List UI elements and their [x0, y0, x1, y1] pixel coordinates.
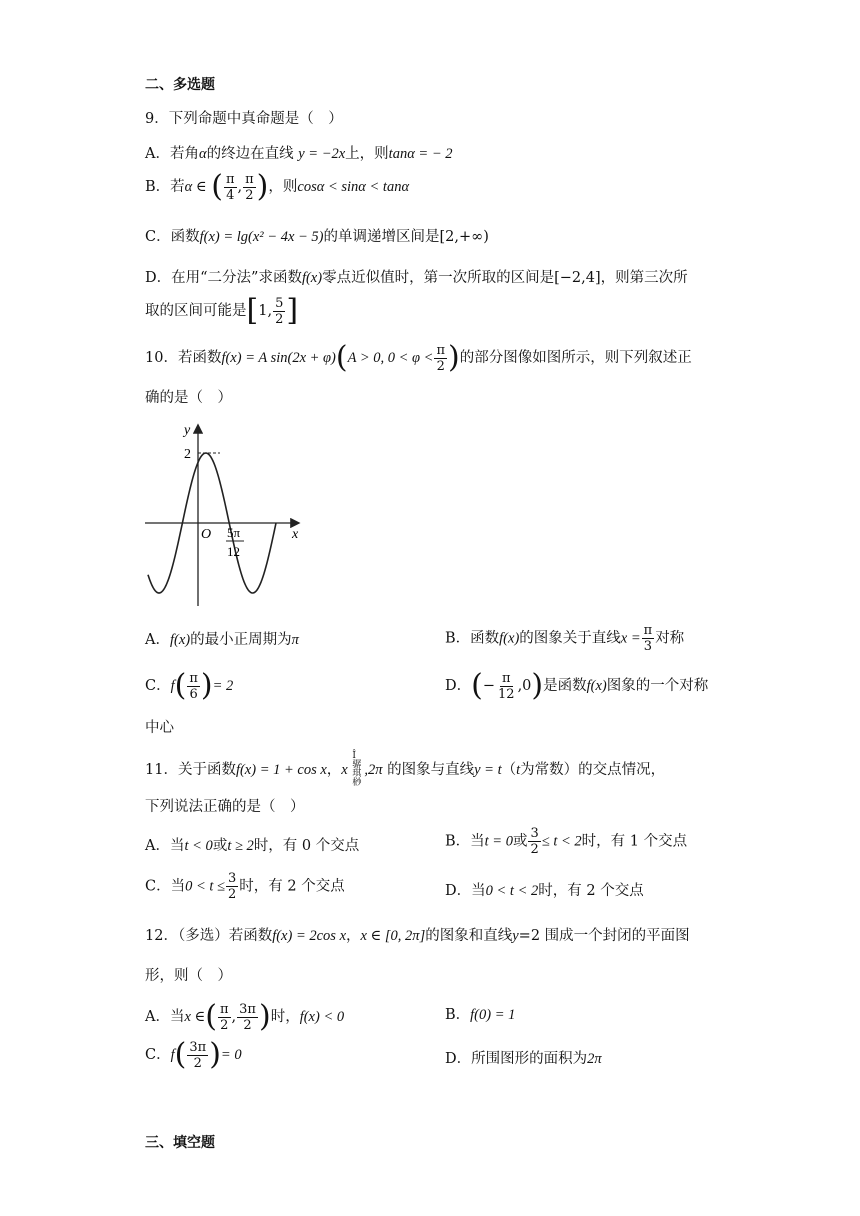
q9-a-tan: tanα = − 2 — [388, 146, 453, 162]
q9-b-frac2: $\frac{\pi}{2}$ — [245, 171, 254, 203]
q12-a-paren-close: ) — [258, 999, 271, 1034]
q11-b-cond1: t = 0 — [484, 833, 513, 850]
q10-a-pi: π — [291, 632, 299, 648]
q9-d-frac: $\frac{5}{2}$ — [275, 295, 284, 327]
q12-a-mid: 时， — [270, 1009, 300, 1025]
q11-d-cond: 0 < t < 2 — [485, 883, 539, 899]
q9-option-a[interactable] — [145, 142, 453, 163]
q11-d-text: D．当 — [445, 883, 486, 899]
q10-b-mid: 的图象关于直线 — [519, 630, 621, 647]
q9-option-b[interactable]: B．若α ∈ ( $\frac{\pi}{4}$ , $\frac{\pi}{2}$ )，则cosα < sinα < tanα — [145, 169, 410, 204]
q11-stem-c: （ — [501, 762, 517, 778]
q11-option-a[interactable] — [145, 834, 359, 855]
q9-option-d-line2[interactable] — [145, 293, 299, 328]
q10-option-d-line2: 中心 — [145, 720, 174, 736]
q11-option-b[interactable] — [445, 827, 687, 856]
q12-stem-func: f(x) = 2cos x — [272, 928, 346, 944]
q9-d-bracket-close: ] — [286, 293, 299, 328]
q12-option-d[interactable] — [445, 1047, 602, 1068]
q9-b-frac1: $\frac{\pi}{4}$ — [225, 171, 235, 203]
q12-stem-comma: ， — [346, 928, 361, 944]
q10-b-prefix: B．函数 — [445, 630, 500, 647]
q11-stem-b: 的图象与直线 — [387, 762, 475, 778]
q9-a-mid: 的终边在直线 — [206, 146, 294, 162]
q9-c-func: f(x) = lg(x² − 4x − 5) — [199, 229, 324, 245]
y-axis-label: y — [184, 423, 191, 438]
q11-garbled-glyphs: Î 骣琪 桫 — [352, 751, 362, 788]
q9-b-mid: ，则 — [268, 179, 298, 195]
q9-b-paren-close: ) — [256, 169, 269, 204]
q9-d-line2-text: 取的区间可能是 — [145, 303, 247, 319]
q9-a-eq: y = −2x — [298, 146, 346, 162]
q11-stem-line1 — [145, 752, 665, 788]
q12-b-text: B． — [445, 1007, 471, 1023]
q10-stem-b: 的部分图像如图所示，则下列叙述正 — [459, 350, 692, 366]
q11-stem-a: 11．关于函数 — [145, 762, 236, 778]
q12-a-res: f(x) < 0 — [299, 1009, 345, 1025]
q10-stem-line1 — [145, 340, 692, 375]
q12-stem-line2: 形，则（ ） — [145, 968, 232, 984]
q9-b-alpha-in: α ∈ — [184, 179, 207, 195]
q9-a-mid2: 上，则 — [345, 146, 389, 162]
q12-a-frac2: $\frac{3\pi}{2}$ — [239, 1001, 256, 1033]
tick-numerator: 5π — [227, 525, 241, 540]
q12-a-x: x ∈ — [184, 1009, 206, 1025]
q9-option-c[interactable] — [145, 225, 489, 246]
q11-c-res: 时，有 2 个交点 — [239, 878, 345, 895]
q9-d-text1: D．在用“二分法”求函数 — [145, 270, 302, 286]
q11-c-cond: 0 < t ≤ — [185, 878, 226, 895]
q11-stem-d: 为常数）的交点情况， — [520, 762, 666, 778]
q9-d-fx: f(x) — [301, 270, 323, 286]
q9-d-text2: 零点近似值时，第一次所取的区间是 — [322, 270, 555, 286]
q12-d-res: 2π — [587, 1051, 602, 1067]
x-axis-label: x — [292, 527, 299, 542]
section-heading-fill-blank: 三、填空题 — [145, 1135, 215, 1151]
q12-c-paren-close: ) — [209, 1037, 221, 1072]
q12-c-eq: = 0 — [220, 1047, 242, 1063]
q11-stem-x: x — [341, 762, 348, 778]
q9-c-prefix: C．函数 — [145, 229, 200, 245]
q10-d-minus: − — [482, 678, 496, 694]
q11-stem-func: f(x) = 1 + cos x — [235, 762, 327, 778]
q10-c-paren-open: ( — [174, 668, 187, 703]
q10-paren-open: ( — [335, 340, 348, 375]
q12-stem-dom: x ∈ [0, 2π] — [360, 928, 426, 944]
q12-stem-y: y — [512, 928, 519, 944]
q10-stem-a: 10．若函数 — [145, 350, 222, 366]
q10-c-prefix: C． — [145, 678, 171, 694]
q10-d-prefix: D． — [445, 678, 472, 694]
q10-c-f: f — [170, 678, 175, 694]
q10-stem-frac: $\frac{\pi}{2}$ — [436, 342, 446, 374]
q12-c-frac: $\frac{3\pi}{2}$ — [189, 1039, 207, 1071]
q10-d-zero: ,0 — [517, 678, 532, 694]
q12-stem-c: =2 围成一个封闭的平面图 — [518, 928, 690, 944]
q11-a-or: 或 — [212, 838, 228, 854]
q10-d-suffix: 图象的一个对称 — [606, 678, 709, 694]
section-heading-multi-choice: 二、多选题 — [145, 77, 215, 93]
q12-stem-a: 12．（多选）若函数 — [145, 928, 273, 944]
q12-c-text: C． — [145, 1047, 171, 1063]
q12-option-b[interactable] — [445, 1003, 515, 1024]
q9-stem: 9．下列命题中真命题是（ ） — [145, 111, 343, 127]
q10-option-a[interactable] — [145, 628, 299, 649]
q10-d-mid: 是函数 — [543, 678, 587, 694]
q10-option-b[interactable] — [445, 624, 684, 653]
q10-stem-cond: A > 0, 0 < φ < — [347, 350, 434, 366]
q10-b-suffix: 对称 — [655, 630, 685, 647]
q10-a-text: 的最小正周期为 — [190, 632, 292, 648]
q11-a-cond2: t ≥ 2 — [227, 838, 254, 854]
q10-c-paren-close: ) — [200, 668, 213, 703]
q11-b-res: 时，有 1 个交点 — [581, 833, 688, 850]
q12-a-paren-open: ( — [205, 999, 217, 1034]
q10-graph — [140, 418, 310, 610]
q10-b-fx: f(x) — [499, 630, 520, 647]
q11-stem-yt: y = t — [474, 762, 502, 778]
q9-d-text3: ，则第三次所 — [600, 270, 688, 286]
q11-c-frac: $\frac{3}{2}$ — [228, 871, 237, 902]
q10-d-paren-close: ) — [531, 668, 544, 703]
q10-d-frac: $\frac{\pi}{12}$ — [498, 670, 515, 702]
q9-d-bracket-open: [ — [246, 293, 259, 328]
q11-d-res: 时，有 2 个交点 — [538, 883, 644, 899]
max-value-label: 2 — [184, 447, 191, 462]
q10-c-eq: = 2 — [212, 678, 234, 694]
q11-stem-line2: 下列说法正确的是（ ） — [145, 799, 305, 815]
q9-b-ineq: cosα < sinα < tanα — [297, 179, 410, 195]
q12-stem-b: 的图象和直线 — [425, 928, 513, 944]
q10-option-c[interactable] — [145, 668, 234, 703]
q9-d-interval: [−2,4] — [554, 270, 601, 286]
q11-b-frac: $\frac{3}{2}$ — [530, 826, 539, 857]
tick-denominator: 12 — [227, 544, 240, 559]
q9-a-prefix: A．若角 — [145, 146, 199, 162]
q11-option-c[interactable] — [145, 872, 345, 901]
q12-a-frac1: $\frac{\pi}{2}$ — [220, 1001, 229, 1033]
q10-c-frac: $\frac{\pi}{6}$ — [189, 670, 198, 702]
q10-b-frac: $\frac{\pi}{3}$ — [643, 623, 653, 654]
q12-d-text: D．所围图形的面积为 — [445, 1051, 588, 1067]
q9-c-mid: 的单调递增区间是 — [323, 229, 440, 245]
q10-option-d[interactable] — [445, 668, 709, 703]
origin-label: O — [201, 527, 212, 542]
q12-stem-line1 — [145, 924, 690, 945]
q10-b-x: x = — [620, 630, 641, 647]
q9-option-d-line1[interactable] — [145, 266, 688, 287]
q10-d-fx: f(x) — [586, 678, 607, 694]
q11-stem-range: ,2π — [364, 762, 383, 778]
q9-a-alpha: α — [198, 146, 207, 162]
q10-d-paren-open: ( — [471, 668, 483, 703]
q12-b-res: f(0) = 1 — [470, 1007, 516, 1023]
q11-stem-comma: ， — [326, 762, 342, 778]
q9-c-interval: [2,+∞) — [439, 229, 489, 245]
q12-a-text: A．当 — [145, 1009, 185, 1025]
q9-b-prefix: B．若 — [145, 179, 185, 195]
q11-stem-t: t — [516, 762, 521, 778]
q9-b-paren-open: ( — [211, 169, 223, 204]
q10-stem-func: f(x) = A sin(2x + φ) — [221, 350, 336, 366]
q9-d-one: 1, — [258, 303, 273, 319]
q11-a-text: A．当 — [145, 838, 185, 854]
q11-b-text: B．当 — [445, 833, 485, 850]
q11-option-d[interactable] — [445, 879, 644, 900]
q11-b-cond2: ≤ t < 2 — [541, 833, 582, 850]
q12-c-paren-open: ( — [174, 1037, 187, 1072]
q10-a-fx: f(x) — [169, 632, 191, 648]
q12-option-c[interactable] — [145, 1037, 242, 1072]
q11-c-text: C．当 — [145, 878, 186, 895]
q10-a-prefix: A． — [145, 632, 170, 648]
q12-option-a[interactable]: A．当x ∈( $\frac{\pi}{2}$ , $\frac{3\pi}{2}$ )时，f(x) < 0 — [145, 999, 345, 1034]
q12-c-f: f — [170, 1047, 175, 1063]
q11-a-res: 时，有 0 个交点 — [253, 838, 360, 854]
q11-b-or: 或 — [512, 833, 528, 850]
q10-stem-line2: 确的是（ ） — [145, 390, 232, 406]
q10-paren-close: ) — [448, 340, 460, 375]
q11-a-cond1: t < 0 — [184, 838, 213, 854]
